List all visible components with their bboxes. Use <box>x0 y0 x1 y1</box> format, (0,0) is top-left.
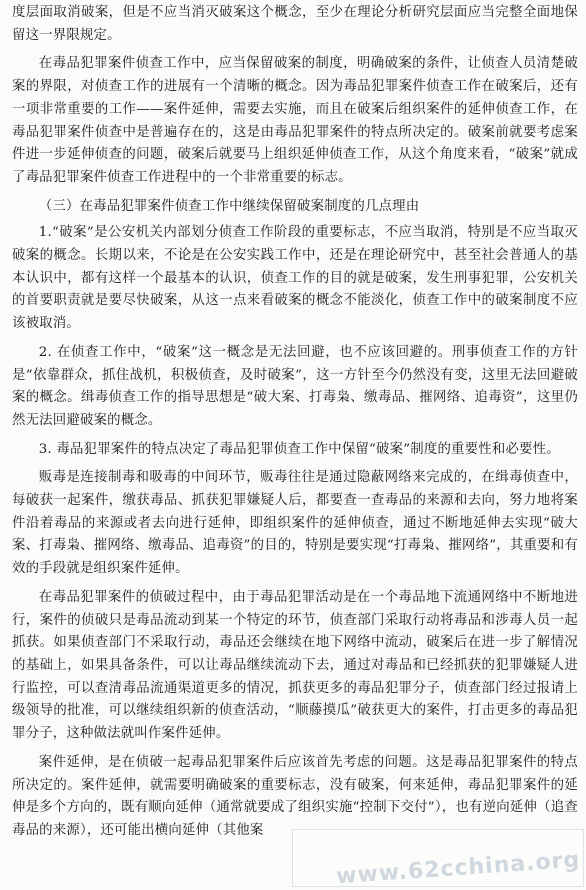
paragraph: 案件延伸，是在侦破一起毒品犯罪案件后应该首先考虑的问题。这是毒品犯罪案件的特点所决定的。案件延伸，就需要明确破案的重要标志，没有破案，何来延伸，毒品犯罪案件的延伸是多个方向的，既有顺向延伸（通常就要成了组织实施“控制下交付”），也有逆向延伸（追查毒品的来源），还可能出横向延伸（其他案 <box>12 754 578 838</box>
paragraph: 在毒品犯罪案件侦查工作中，应当保留破案的制度，明确破案的条件，让侦查人员清楚破案的界限，对侦查工作的进展有一个清晰的概念。因为毒品犯罪案件侦查工作在破案后，还有一项非常重要的工作——案件延伸，需要去实施，而且在破案后组织案件的延伸侦查工作，在毒品犯罪案件侦查中是普遍存在的，这是由毒品犯罪案件的特点所决定的。破案前就要考虑案件进一步延伸侦查的问题，破案后就要马上组织延伸侦查工作，从这个角度来看，“破案”就成了毒品犯罪案件侦查工作进程中的一个非常重要的标志。 <box>12 56 578 185</box>
watermark: www.62cchina.org <box>335 847 581 890</box>
paragraph: 贩毒是连接制毒和吸毒的中间环节，贩毒往往是通过隐蔽网络来完成的，在缉毒侦查中，每破获一起案件，缴获毒品、抓获犯罪嫌疑人后，都要查一查毒品的来源和去向，努力地将案件沿着毒品的来源或者去向进行延伸，即组织案件的延伸侦查，通过不断地延伸去实现“破大案、打毒枭、摧网络、缴毒品、追毒资”的目的，特别是要实现“打毒枭、摧网络”，其重要和有效的手段就是组织案件延伸。 <box>12 470 578 577</box>
section-heading: （三）在毒品犯罪案件侦查工作中继续保留破案制度的几点理由 <box>38 198 420 214</box>
paragraph: 在毒品犯罪案件的侦破过程中，由于毒品犯罪活动是在一个毒品地下流通网络中不断地进行，案件的侦破只是毒品流动到某一个特定的环节，侦查部门采取行动将毒品和涉毒人员一起抓获。如果侦查部门不采取行动，毒品还会继续在地下网络中流动，破案后在进一步了解情况的基础上，如果具备条件，可以让毒品继续流动下去，通过对毒品和已经抓获的犯罪嫌疑人进行监控，可以查清毒品流通渠道更多的情况，抓获更多的毒品犯罪分子，侦查部门经过报请上级领导的批准，可以继续组织新的侦查活动，“顺藤摸瓜”破获更大的案件，打击更多的毒品犯罪分子，这种做法就叫作案件延伸。 <box>12 589 578 742</box>
paragraph: 2. 在侦查工作中，“破案”这一概念是无法回避，也不应该回避的。刑事侦查工作的方针是“依靠群众，抓住战机，积极侦查，及时破案”，这一方针至今仍然没有变，这里无法回避破案的概念。缉毒侦查工作的指导思想是“破大案、打毒枭、缴毒品、摧网络、追毒资”，这里仍然无法回避破案的概念。 <box>12 344 578 428</box>
paragraph: 3. 毒品犯罪案件的特点决定了毒品犯罪侦查工作中保留“破案”制度的重要性和必要性。 <box>38 441 560 457</box>
paragraph: 1.“破案”是公安机关内部划分侦查工作阶段的重要标志，不应当取消，特别是不应当取灭破案的概念。长期以来，不论是在公安实践工作中，还是在理论研究中，甚至社会普通人的基本认识中，都有这样一个最基本的认识，侦查工作的目的就是破案，发生刑事犯罪，公安机关的首要职责就是要尽快破案，从这一点来看破案的概念不能淡化，侦查工作中的破案制度不应该被取消。 <box>12 225 578 332</box>
paragraph: 度层面取消破案，但是不应当消灭破案这个概念，至少在理论分析研究层面应当完整全面地保留这一界限规定。 <box>12 5 578 43</box>
